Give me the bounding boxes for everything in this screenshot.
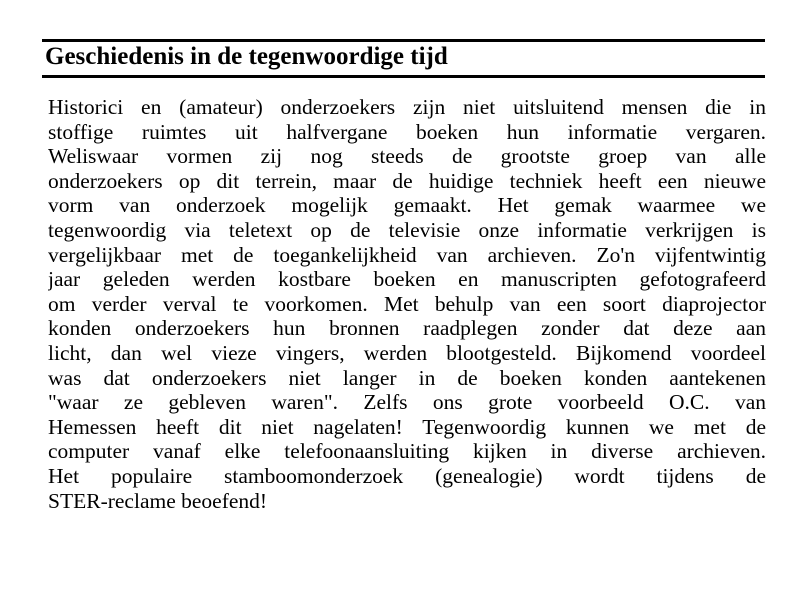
body-line: om verder verval te voorkomen. Met behulp van een soort diaprojector xyxy=(48,291,766,316)
body-line: onderzoekers op dit terrein, maar de huidige techniek heeft een nieuwe xyxy=(48,168,766,193)
body-line: "waar ze gebleven waren". Zelfs ons grote voorbeeld O.C. van xyxy=(48,390,766,415)
body-line: computer vanaf elke telefoonaansluiting kijken in diverse archieven. xyxy=(48,439,766,464)
body-line: licht, dan wel vieze vingers, werden blootgesteld. Bijkomend voordeel xyxy=(48,340,766,365)
body-line: Hemessen heeft dit niet nagelaten! Tegenwoordig kunnen we met de xyxy=(48,414,766,439)
body-line: stoffige ruimtes uit halfvergane boeken hun informatie vergaren. xyxy=(48,119,766,144)
heading-bottom-rule xyxy=(42,75,765,78)
body-line: vergelijkbaar met de toegankelijkheid van archieven. Zo'n vijfentwintig xyxy=(48,242,766,267)
body-line: jaar geleden werden kostbare boeken en manuscripten gefotografeerd xyxy=(48,267,766,292)
body-line: tegenwoordig via teletext op de televisie onze informatie verkrijgen is xyxy=(48,217,766,242)
body-line: was dat onderzoekers niet langer in de boeken konden aantekenen xyxy=(48,365,766,390)
article-body xyxy=(48,95,766,513)
body-line: Weliswaar vormen zij nog steeds de grootste groep van alle xyxy=(48,144,766,169)
body-line: vorm van onderzoek mogelijk gemaakt. Het gemak waarmee we xyxy=(48,193,766,218)
body-line: Het populaire stamboomonderzoek (genealogie) wordt tijdens de xyxy=(48,463,766,488)
article-title: Geschiedenis in de tegenwoordige tijd xyxy=(45,43,448,70)
body-line: STER-reclame beoefend! xyxy=(48,488,268,513)
body-line: konden onderzoekers hun bronnen raadplegen zonder dat deze aan xyxy=(48,316,766,341)
body-line: Historici en (amateur) onderzoekers zijn niet uitsluitend mensen die in xyxy=(48,95,766,119)
